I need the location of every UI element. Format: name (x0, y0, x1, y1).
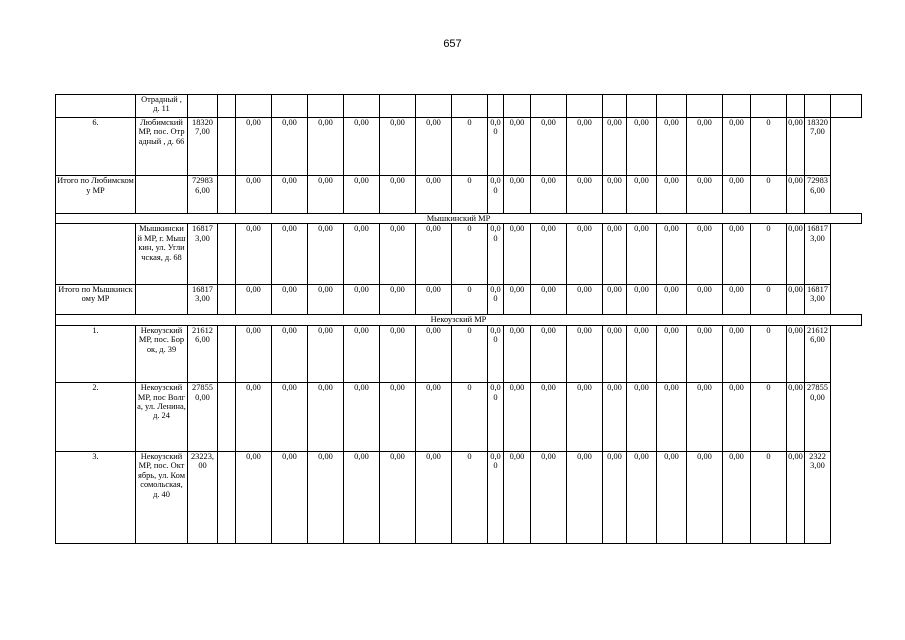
row-number-cell: 6. (56, 117, 136, 175)
value-cell: 0 (452, 325, 488, 382)
value-cell: 0 (751, 325, 787, 382)
table-row (56, 452, 862, 544)
value-cell: 0,00 (723, 325, 751, 382)
address-cell: Отрадный , д. 11 (136, 95, 188, 118)
value-cell: 0,00 (504, 224, 531, 285)
value-cell: 0,00 (567, 176, 603, 214)
value-cell: 0,00 (687, 224, 723, 285)
row-number-cell (56, 224, 136, 285)
value-cell (687, 95, 723, 118)
value-cell: 0,00 (344, 117, 380, 175)
value-cell (504, 95, 531, 118)
blank-cell (218, 452, 236, 544)
value-cell: 0,00 (236, 224, 272, 285)
table-row (56, 176, 862, 214)
value-cell: 0 (751, 117, 787, 175)
value-cell: 0,00 (416, 176, 452, 214)
value-cell (416, 95, 452, 118)
value-cell: 0,00 (567, 325, 603, 382)
value-cell: 0,00 (380, 383, 416, 452)
value-cell: 0,00 (488, 383, 504, 452)
value-cell: 0,00 (603, 452, 627, 544)
value-cell: 0,00 (603, 176, 627, 214)
value-cell: 0,00 (627, 117, 657, 175)
value-cell: 0,00 (787, 224, 805, 285)
value-cell (452, 95, 488, 118)
value-cell: 0,00 (344, 452, 380, 544)
value-cell: 0 (452, 176, 488, 214)
value-cell: 0,00 (603, 224, 627, 285)
value-cell: 0 (751, 452, 787, 544)
value-cell: 0,00 (272, 176, 308, 214)
address-cell (136, 176, 188, 214)
value-cell: 0,00 (344, 325, 380, 382)
value-cell: 0,00 (416, 325, 452, 382)
value-cell: 0,00 (236, 176, 272, 214)
value-cell: 0,00 (380, 285, 416, 315)
value-cell: 0,00 (603, 325, 627, 382)
value-cell: 0,00 (308, 176, 344, 214)
value-cell: 0,00 (488, 452, 504, 544)
value-cell: 0,00 (657, 325, 687, 382)
value-cell: 0,00 (787, 383, 805, 452)
value-cell: 0,00 (504, 383, 531, 452)
value-cell: 0,00 (380, 224, 416, 285)
value-cell (657, 95, 687, 118)
total-cell: 278550,00 (188, 383, 218, 452)
row-number-cell: 1. (56, 325, 136, 382)
value-cell: 0,00 (344, 285, 380, 315)
value-cell: 0,00 (236, 452, 272, 544)
value-cell: 0,00 (531, 452, 567, 544)
row-number-cell (56, 95, 136, 118)
value-cell (567, 95, 603, 118)
blank-cell (218, 325, 236, 382)
value-cell: 0,00 (504, 176, 531, 214)
value-cell: 0,00 (723, 176, 751, 214)
total-cell: 23223,00 (188, 452, 218, 544)
value-cell: 0,00 (488, 285, 504, 315)
end-total-cell: 183207,00 (805, 117, 831, 175)
value-cell: 0,00 (488, 117, 504, 175)
value-cell: 0,00 (416, 383, 452, 452)
value-cell: 0,00 (787, 452, 805, 544)
value-cell: 0,00 (567, 224, 603, 285)
value-cell: 0,00 (687, 285, 723, 315)
address-cell: Любимский МР, пос. Отрадный , д. 66 (136, 117, 188, 175)
value-cell: 0,00 (416, 117, 452, 175)
value-cell: 0,00 (344, 176, 380, 214)
value-cell: 0,00 (627, 176, 657, 214)
value-cell: 0,00 (380, 325, 416, 382)
value-cell: 0,00 (627, 224, 657, 285)
value-cell: 0,00 (687, 452, 723, 544)
address-cell (136, 285, 188, 315)
value-cell: 0,00 (603, 117, 627, 175)
total-cell: 168173,00 (188, 224, 218, 285)
value-cell: 0,00 (308, 285, 344, 315)
value-cell: 0,00 (272, 325, 308, 382)
value-cell: 0,00 (531, 325, 567, 382)
value-cell: 0,00 (531, 176, 567, 214)
value-cell: 0 (452, 117, 488, 175)
value-cell: 0,00 (236, 325, 272, 382)
address-cell: Мышкинский МР, г. Мышкин, ул. Угличская, д. 68 (136, 224, 188, 285)
value-cell (531, 95, 567, 118)
row-number-cell: 2. (56, 383, 136, 452)
value-cell: 0,00 (488, 224, 504, 285)
value-cell: 0,00 (504, 117, 531, 175)
value-cell: 0 (452, 285, 488, 315)
value-cell: 0,00 (416, 452, 452, 544)
value-cell: 0,00 (416, 285, 452, 315)
value-cell: 0,00 (531, 224, 567, 285)
value-cell: 0,00 (344, 224, 380, 285)
value-cell: 0,00 (787, 285, 805, 315)
value-cell: 0,00 (787, 176, 805, 214)
row-number-cell: 3. (56, 452, 136, 544)
total-cell: 729836,00 (188, 176, 218, 214)
value-cell: 0,00 (687, 117, 723, 175)
value-cell: 0,00 (380, 452, 416, 544)
value-cell: 0,00 (236, 383, 272, 452)
address-cell: Некоузский МР, пос. Октябрь, ул. Комсомольская, д. 40 (136, 452, 188, 544)
total-cell: 168173,00 (188, 285, 218, 315)
value-cell: 0,00 (723, 452, 751, 544)
end-total-cell: 216126,00 (805, 325, 831, 382)
row-number-cell: Итого по Мышкинскому МР (56, 285, 136, 315)
value-cell: 0,00 (380, 176, 416, 214)
value-cell (603, 95, 627, 118)
value-cell: 0 (751, 285, 787, 315)
value-cell: 0,00 (272, 117, 308, 175)
value-cell: 0 (452, 383, 488, 452)
value-cell: 0,00 (657, 117, 687, 175)
value-cell: 0,00 (627, 452, 657, 544)
end-total-cell: 168173,00 (805, 224, 831, 285)
value-cell: 0,00 (567, 452, 603, 544)
value-cell: 0 (751, 224, 787, 285)
value-cell: 0,00 (531, 285, 567, 315)
value-cell: 0,00 (657, 452, 687, 544)
table-row (56, 325, 862, 382)
value-cell: 0,00 (567, 117, 603, 175)
value-cell (488, 95, 504, 118)
section-row (56, 315, 862, 325)
value-cell: 0,00 (567, 383, 603, 452)
total-cell: 216126,00 (188, 325, 218, 382)
table-row (56, 383, 862, 452)
value-cell: 0,00 (344, 383, 380, 452)
table-row (56, 117, 862, 175)
address-cell: Некоузский МР, пос Волга, ул. Ленина, д. 24 (136, 383, 188, 452)
data-table (55, 94, 862, 544)
blank-cell (218, 224, 236, 285)
section-title: Некоузский МР (56, 315, 862, 325)
table-row (56, 285, 862, 315)
value-cell: 0,00 (603, 285, 627, 315)
end-total-cell: 729836,00 (805, 176, 831, 214)
value-cell (723, 95, 751, 118)
value-cell (380, 95, 416, 118)
value-cell: 0,00 (723, 224, 751, 285)
value-cell: 0,00 (504, 452, 531, 544)
value-cell: 0,00 (657, 224, 687, 285)
table-row (56, 95, 862, 118)
end-total-cell: 168173,00 (805, 285, 831, 315)
value-cell: 0,00 (787, 325, 805, 382)
end-total-cell: 278550,00 (805, 383, 831, 452)
value-cell: 0 (452, 452, 488, 544)
value-cell: 0,00 (627, 285, 657, 315)
total-cell: 183207,00 (188, 117, 218, 175)
blank-cell (218, 95, 236, 118)
value-cell: 0,00 (687, 176, 723, 214)
value-cell (308, 95, 344, 118)
value-cell: 0,00 (272, 285, 308, 315)
value-cell: 0 (751, 383, 787, 452)
blank-cell (218, 383, 236, 452)
value-cell: 0,00 (657, 383, 687, 452)
value-cell (236, 95, 272, 118)
row-number-cell: Итого по Любимскому МР (56, 176, 136, 214)
value-cell: 0,00 (380, 117, 416, 175)
value-cell: 0,00 (723, 383, 751, 452)
value-cell (805, 95, 831, 118)
value-cell: 0,00 (272, 383, 308, 452)
value-cell: 0,00 (308, 117, 344, 175)
end-total-cell: 23223,00 (805, 452, 831, 544)
section-title: Мышкинский МР (56, 214, 862, 224)
total-cell (188, 95, 218, 118)
value-cell (627, 95, 657, 118)
value-cell: 0,00 (504, 285, 531, 315)
value-cell (344, 95, 380, 118)
value-cell: 0,00 (531, 117, 567, 175)
value-cell: 0,00 (531, 383, 567, 452)
value-cell: 0,00 (787, 117, 805, 175)
value-cell (751, 95, 787, 118)
value-cell: 0,00 (308, 325, 344, 382)
value-cell: 0,00 (627, 383, 657, 452)
value-cell (272, 95, 308, 118)
value-cell: 0,00 (272, 224, 308, 285)
value-cell: 0,00 (236, 285, 272, 315)
value-cell (787, 95, 805, 118)
value-cell: 0,00 (657, 285, 687, 315)
value-cell: 0,00 (723, 285, 751, 315)
table-row (56, 224, 862, 285)
value-cell: 0,00 (416, 224, 452, 285)
blank-cell (218, 176, 236, 214)
value-cell: 0,00 (308, 452, 344, 544)
end-total-cell (831, 95, 862, 118)
value-cell: 0,00 (504, 325, 531, 382)
section-row (56, 214, 862, 224)
value-cell: 0,00 (308, 224, 344, 285)
value-cell: 0,00 (687, 383, 723, 452)
blank-cell (218, 285, 236, 315)
value-cell: 0,00 (272, 452, 308, 544)
value-cell: 0,00 (308, 383, 344, 452)
value-cell: 0 (452, 224, 488, 285)
address-cell: Некоузский МР, пос. Борок, д. 39 (136, 325, 188, 382)
blank-cell (218, 117, 236, 175)
value-cell: 0 (751, 176, 787, 214)
page-number: 657 (443, 38, 462, 50)
value-cell: 0,00 (627, 325, 657, 382)
value-cell: 0,00 (687, 325, 723, 382)
value-cell: 0,00 (236, 117, 272, 175)
value-cell: 0,00 (488, 176, 504, 214)
value-cell: 0,00 (723, 117, 751, 175)
value-cell: 0,00 (567, 285, 603, 315)
value-cell: 0,00 (603, 383, 627, 452)
value-cell: 0,00 (657, 176, 687, 214)
value-cell: 0,00 (488, 325, 504, 382)
